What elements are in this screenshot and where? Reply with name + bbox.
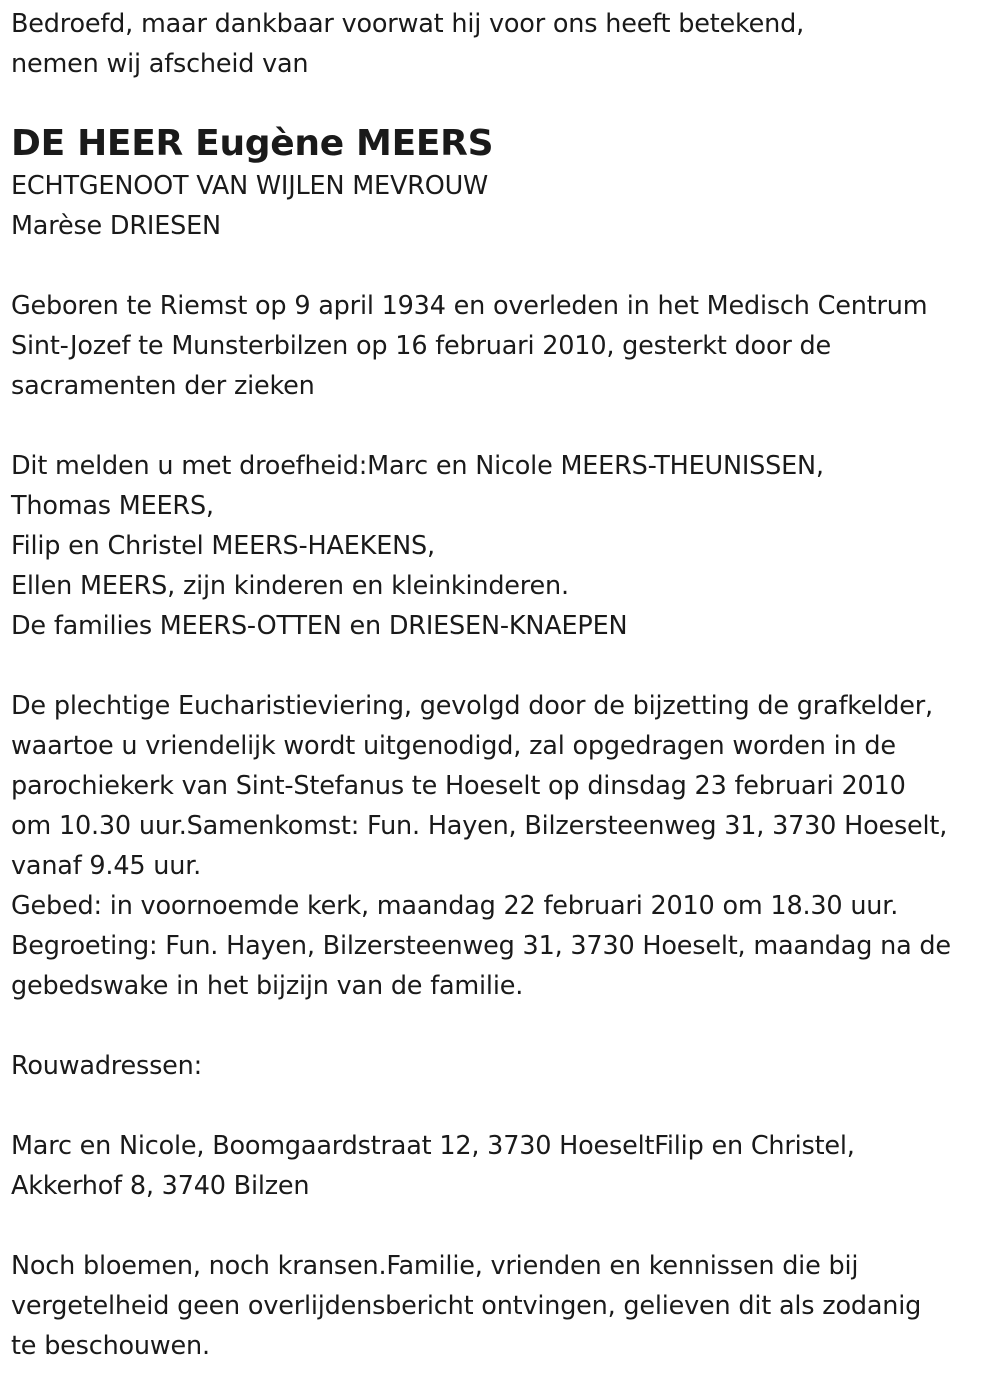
family-line: Filip en Christel MEERS-HAEKENS, [11,531,435,561]
spacer [11,246,1000,286]
ceremony-line: parochiekerk van Sint-Stefanus te Hoeselt op dinsdag 23 februari 2010 [11,771,906,801]
birth-death-line: Geboren te Riemst op 9 april 1934 en overleden in het Medisch Centrum [11,291,928,321]
family-paragraph [11,446,1000,646]
intro-line: nemen wij afscheid van [11,49,309,79]
closing-line: te beschouwen. [11,1331,210,1361]
spacer [11,646,1000,686]
spacer [11,1006,1000,1046]
family-line: Ellen MEERS, zijn kinderen en kleinkinderen. [11,571,569,601]
spacer [11,1086,1000,1126]
family-line: Dit melden u met droefheid:Marc en Nicole MEERS-THEUNISSEN, [11,451,824,481]
spouse-line: ECHTGENOOT VAN WIJLEN MEVROUW [11,171,489,201]
ceremony-line: om 10.30 uur.Samenkomst: Fun. Hayen, Bilzersteenweg 31, 3730 Hoeselt, [11,811,948,841]
closing-paragraph [11,1246,1000,1366]
ceremony-line: vanaf 9.45 uur. [11,851,202,881]
ceremony-line: De plechtige Eucharistieviering, gevolgd door de bijzetting de grafkelder, [11,691,933,721]
intro-line: Bedroefd, maar dankbaar voorwat hij voor ons heeft betekend, [11,9,804,39]
birth-death-line: sacramenten der zieken [11,371,315,401]
spouse-line: Marèse DRIESEN [11,211,221,241]
address-line: Marc en Nicole, Boomgaardstraat 12, 3730 HoeseltFilip en Christel, [11,1131,855,1161]
ceremony-line: gebedswake in het bijzijn van de familie. [11,971,524,1001]
ceremony-line: Gebed: in voornoemde kerk, maandag 22 februari 2010 om 18.30 uur. [11,891,899,921]
deceased-name: DE HEER Eugène MEERS [11,123,494,164]
ceremony-paragraph [11,686,1000,1006]
family-line: De families MEERS-OTTEN en DRIESEN-KNAEPEN [11,611,628,641]
birth-death-paragraph [11,286,1000,406]
birth-death-line: Sint-Jozef te Munsterbilzen op 16 februari 2010, gesterkt door de [11,331,832,361]
address-line: Akkerhof 8, 3740 Bilzen [11,1171,310,1201]
ceremony-line: waartoe u vriendelijk wordt uitgenodigd, zal opgedragen worden in de [11,731,896,761]
closing-line: Noch bloemen, noch kransen.Familie, vrienden en kennissen die bij [11,1251,859,1281]
addresses-paragraph [11,1126,1000,1206]
spacer [11,406,1000,446]
intro-paragraph [11,4,1000,84]
spacer [11,1206,1000,1246]
spouse-paragraph [11,166,1000,246]
addresses-heading: Rouwadressen: [11,1051,203,1081]
ceremony-line: Begroeting: Fun. Hayen, Bilzersteenweg 31, 3730 Hoeselt, maandag na de [11,931,951,961]
closing-line: vergetelheid geen overlijdensbericht ontvingen, gelieven dit als zodanig [11,1291,922,1321]
family-line: Thomas MEERS, [11,491,214,521]
